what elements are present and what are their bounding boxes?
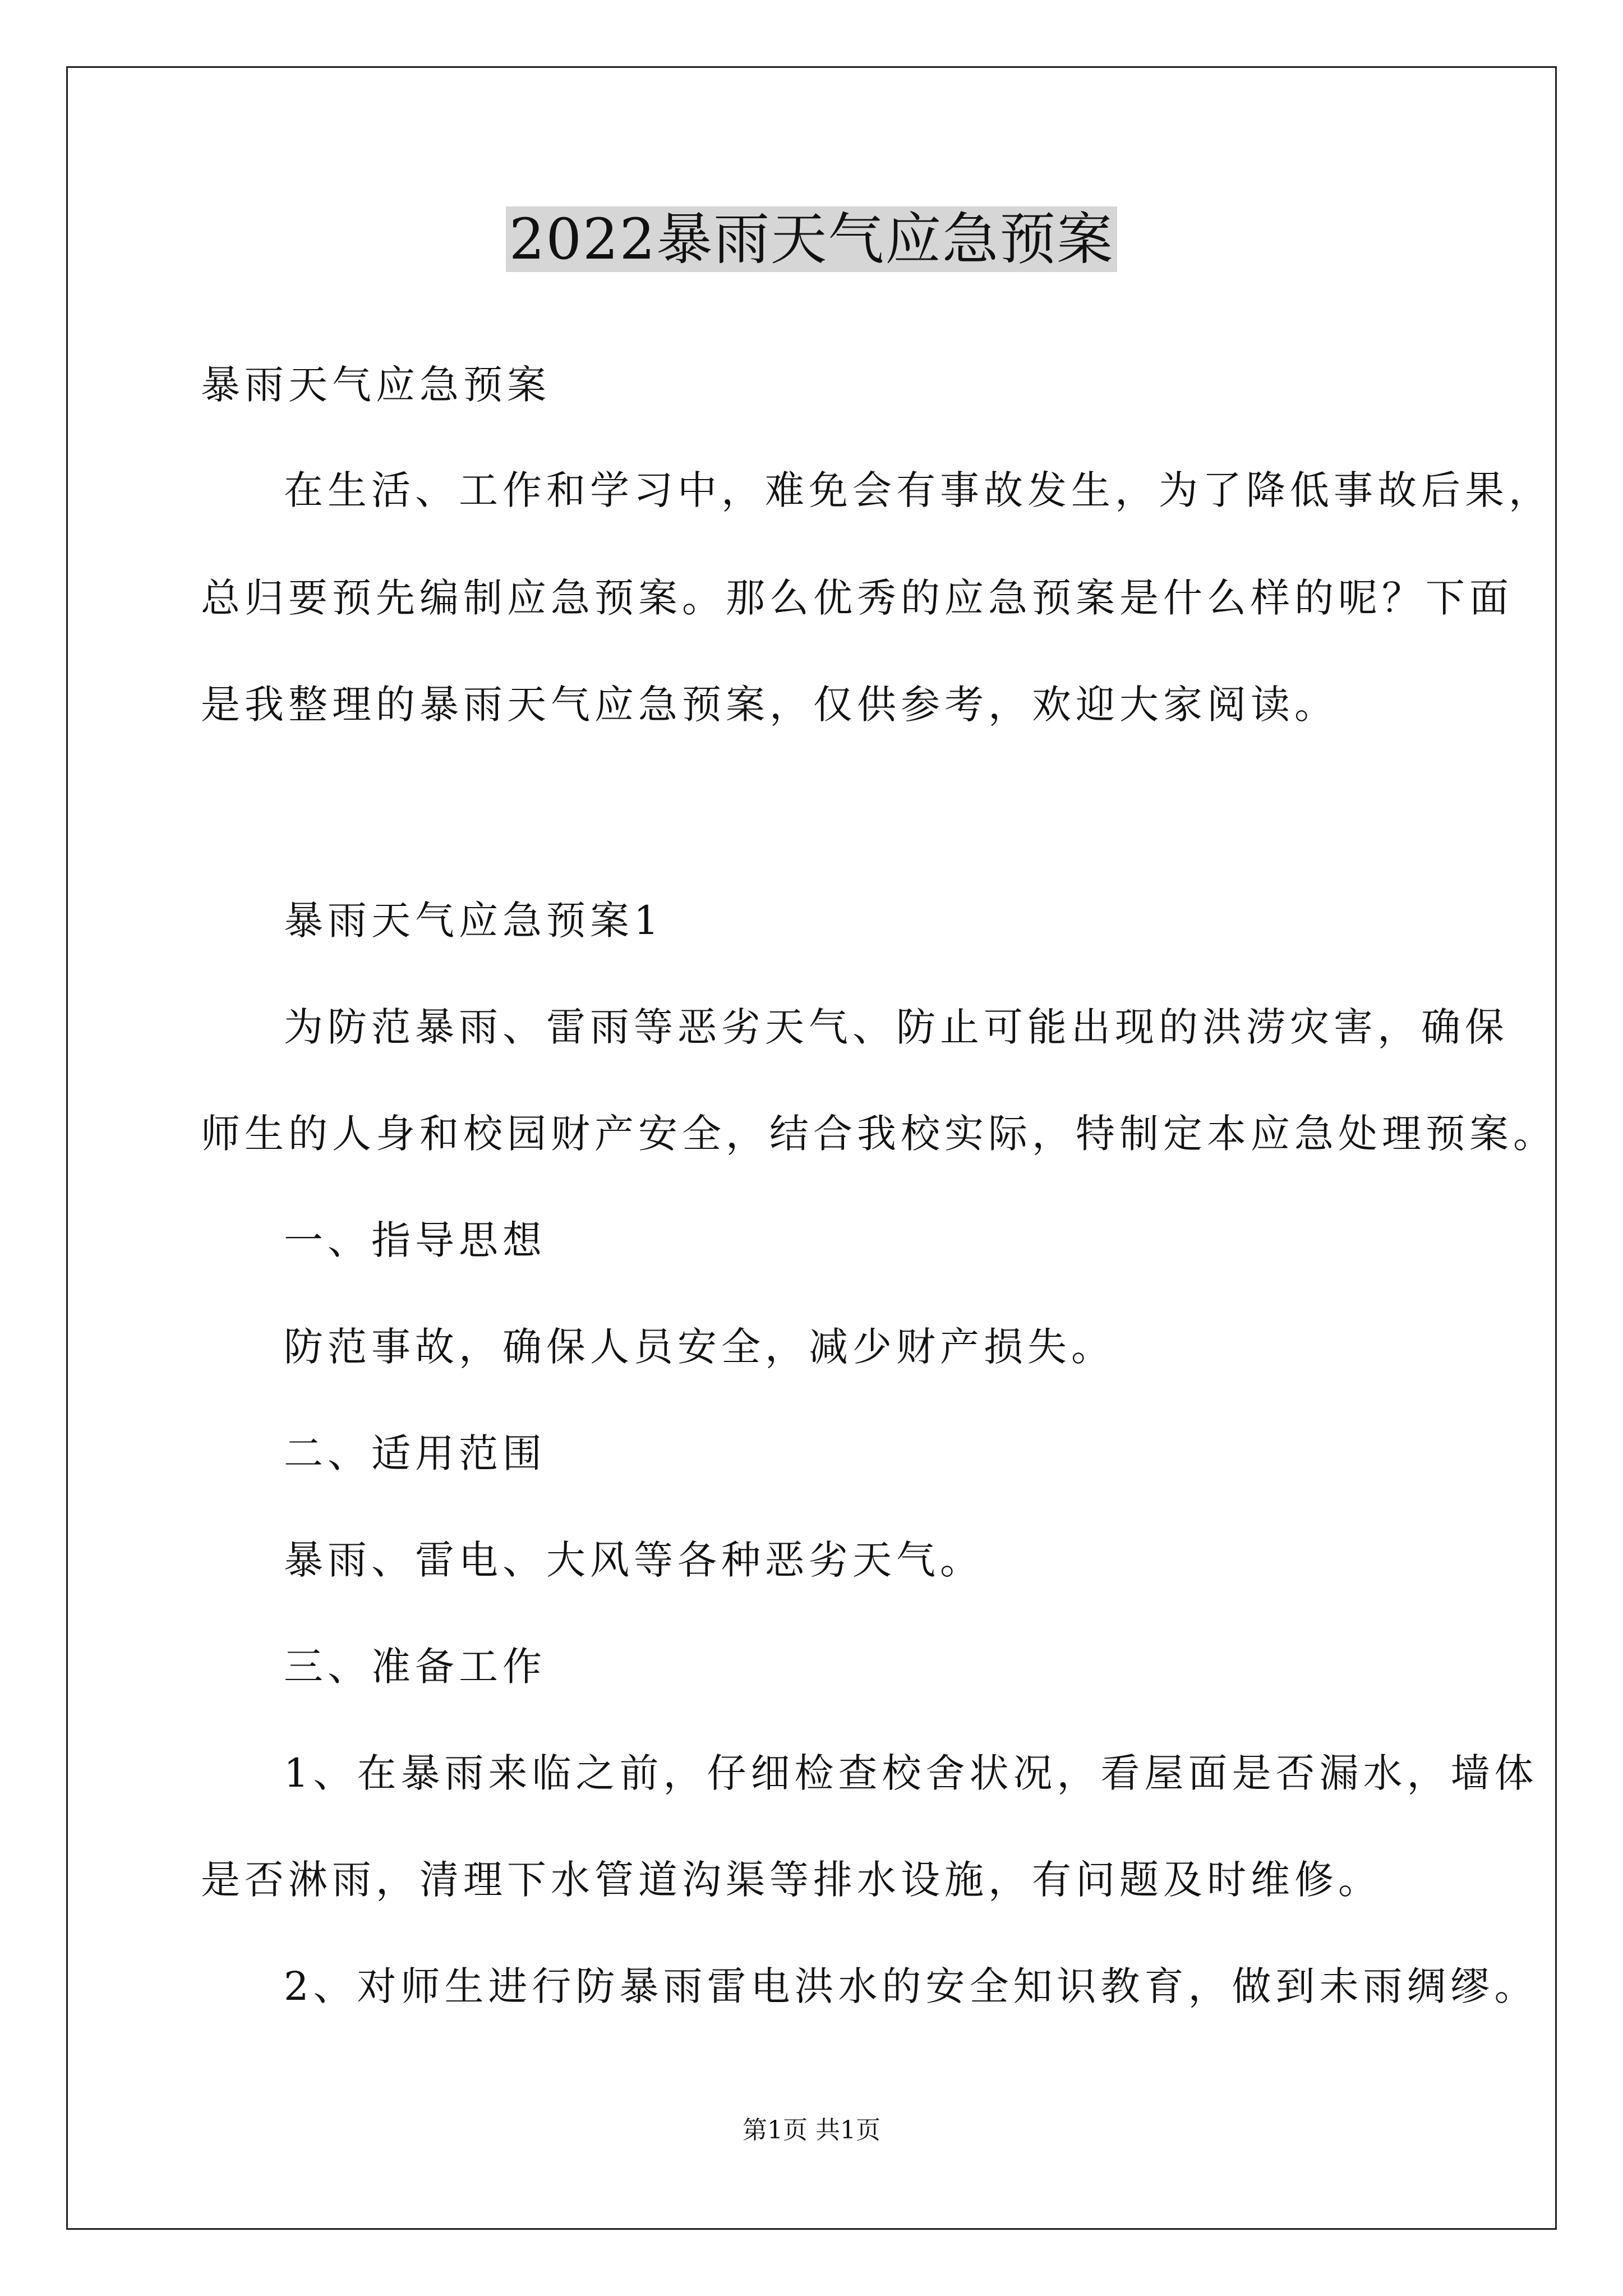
body-line: 在生活、工作和学习中，难免会有事故发生，为了降低事故后果， xyxy=(284,467,1552,513)
body-line: 是否淋雨，清理下水管道沟渠等排水设施，有问题及时维修。 xyxy=(201,1857,1382,1903)
body-line: 防范事故，确保人员安全，减少财产损失。 xyxy=(284,1324,1115,1370)
body-line: 2、对师生进行防暴雨雷电洪水的安全知识教育，做到未雨绸缪。 xyxy=(284,1963,1538,2009)
body-line: 1、在暴雨来临之前，仔细检查校舍状况，看屋面是否漏水，墙体 xyxy=(284,1750,1538,1796)
body-line: 暴雨、雷电、大风等各种恶劣天气。 xyxy=(284,1537,984,1583)
section-heading: 暴雨天气应急预案1 xyxy=(284,898,663,944)
body-line: 是我整理的暴雨天气应急预案，仅供参考，欢迎大家阅读。 xyxy=(201,682,1338,728)
section-heading: 三、准备工作 xyxy=(284,1644,546,1690)
body-line: 师生的人身和校园财产安全，结合我校实际，特制定本应急处理预案。 xyxy=(201,1111,1557,1157)
page-footer xyxy=(0,2114,1623,2147)
body-line: 为防范暴雨、雷雨等恶劣天气、防止可能出现的洪涝灾害，确保 xyxy=(284,1004,1509,1050)
document-title xyxy=(0,197,1623,282)
body-line: 暴雨天气应急预案 xyxy=(201,362,551,408)
section-heading: 二、适用范围 xyxy=(284,1430,546,1476)
page-number: 第1页 共1页 xyxy=(743,2116,880,2145)
document-title-text: 2022暴雨天气应急预案 xyxy=(506,206,1118,272)
section-heading: 一、指导思想 xyxy=(284,1217,546,1263)
body-line: 总归要预先编制应急预案。那么优秀的应急预案是什么样的呢？下面 xyxy=(201,575,1513,621)
